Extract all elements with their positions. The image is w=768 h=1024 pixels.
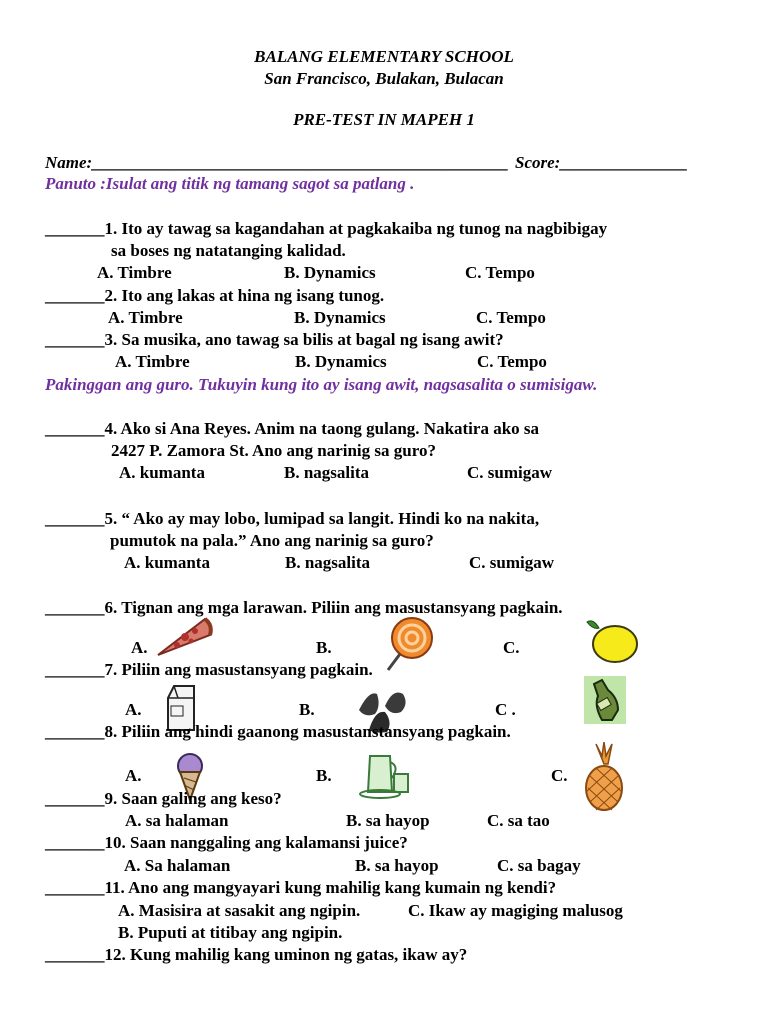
q10-option-c: C. sa bagay xyxy=(497,856,581,875)
q5-option-c: C. sumigaw xyxy=(469,553,555,572)
question-8: _______8. Piliin ang hindi gaanong masustanstansyang pagkain. xyxy=(45,722,511,741)
q3-option-b: B. Dynamics xyxy=(295,352,387,371)
q8-option-b: B. xyxy=(316,766,332,785)
q7-option-a: A. xyxy=(125,700,142,719)
pineapple-icon xyxy=(582,742,626,812)
q3-option-a: A. Timbre xyxy=(115,352,190,371)
score-field[interactable]: Score:_______________ xyxy=(515,153,688,172)
q8-option-c: C. xyxy=(551,766,568,785)
q5-option-b: B. nagsalita xyxy=(285,553,371,572)
q2-option-a: A. Timbre xyxy=(108,308,183,327)
q9-option-a: A. sa halaman xyxy=(125,811,229,830)
juice-pitcher-icon xyxy=(356,750,418,800)
question-10: _______10. Saan nanggaling ang kalamansi juice? xyxy=(45,833,408,852)
q9-option-c: C. sa tao xyxy=(487,811,550,830)
q11-option-c: C. Ikaw ay magiging malusog xyxy=(408,901,623,920)
q8-option-a: A. xyxy=(125,766,142,785)
question-11: _______11. Ano ang mangyayari kung mahilig kang kumain ng kendi? xyxy=(45,878,557,897)
lemon-icon xyxy=(585,616,641,666)
q2-option-b: B. Dynamics xyxy=(294,308,386,327)
q4-option-c: C. sumigaw xyxy=(467,463,553,482)
q1-option-a: A. Timbre xyxy=(97,263,172,282)
question-5: _______5. “ Ako ay may lobo, lumipad sa langit. Hindi ko na nakita, xyxy=(45,509,540,528)
q1-option-b: B. Dynamics xyxy=(284,263,376,282)
q11-option-a: A. Masisira at sasakit ang ngipin. xyxy=(118,901,361,920)
q7-option-b: B. xyxy=(299,700,315,719)
question-9: _______9. Saan galing ang keso? xyxy=(45,789,282,808)
name-field[interactable]: Name:_________________________________________________ xyxy=(45,153,509,172)
q2-option-c: C. Tempo xyxy=(476,308,546,327)
q11-option-b: B. Puputi at titibay ang ngipin. xyxy=(118,923,343,942)
question-5-cont: pumutok na pala.” Ano ang narinig sa guro? xyxy=(110,531,434,550)
q5-option-a: A. kumanta xyxy=(124,553,210,572)
question-7: _______7. Piliin ang masustansyang pagkain. xyxy=(45,660,373,679)
question-3: _______3. Sa musika, ano tawag sa bilis at bagal ng isang awit? xyxy=(45,330,504,349)
q10-option-b: B. sa hayop xyxy=(355,856,439,875)
q9-option-b: B. sa hayop xyxy=(346,811,430,830)
q6-option-a: A. xyxy=(131,638,148,657)
question-1: _______1. Ito ay tawag sa kagandahan at pagkakaiba ng tunog na nagbibigay xyxy=(45,219,608,238)
q4-option-a: A. kumanta xyxy=(119,463,205,482)
question-6: _______6. Tignan ang mga larawan. Piliin ang masustansyang pagkain. xyxy=(45,598,563,617)
lollipop-icon xyxy=(384,616,436,672)
q1-option-c: C. Tempo xyxy=(465,263,535,282)
q4-option-b: B. nagsalita xyxy=(284,463,370,482)
question-1-cont: sa boses ng natatanging kalidad. xyxy=(111,241,346,260)
question-4-cont: 2427 P. Zamora St. Ano ang narinig sa guro? xyxy=(111,441,436,460)
pizza-slice-icon xyxy=(155,615,215,660)
q3-option-c: C. Tempo xyxy=(477,352,547,371)
question-4: _______4. Ako si Ana Reyes. Anim na taong gulang. Nakatira ako sa xyxy=(45,419,540,438)
soda-bottle-icon xyxy=(584,676,626,724)
q6-option-b: B. xyxy=(316,638,332,657)
pakinggan-instruction: Pakinggan ang guro. Tukuyin kung ito ay isang awit, nagsasalita o sumisigaw. xyxy=(45,375,598,394)
q7-option-c: C . xyxy=(495,700,516,719)
school-name: BALANG ELEMENTARY SCHOOL xyxy=(254,47,514,66)
school-address: San Francisco, Bulakan, Bulacan xyxy=(264,69,504,88)
question-2: _______2. Ito ang lakas at hina ng isang tunog. xyxy=(45,286,385,305)
question-12: _______12. Kung mahilig kang uminon ng gatas, ikaw ay? xyxy=(45,945,468,964)
q10-option-a: A. Sa halaman xyxy=(124,856,231,875)
panuto-instruction: Panuto :Isulat ang titik ng tamang sagot sa patlang . xyxy=(45,174,415,193)
q6-option-c: C. xyxy=(503,638,520,657)
test-title: PRE-TEST IN MAPEH 1 xyxy=(293,110,475,129)
